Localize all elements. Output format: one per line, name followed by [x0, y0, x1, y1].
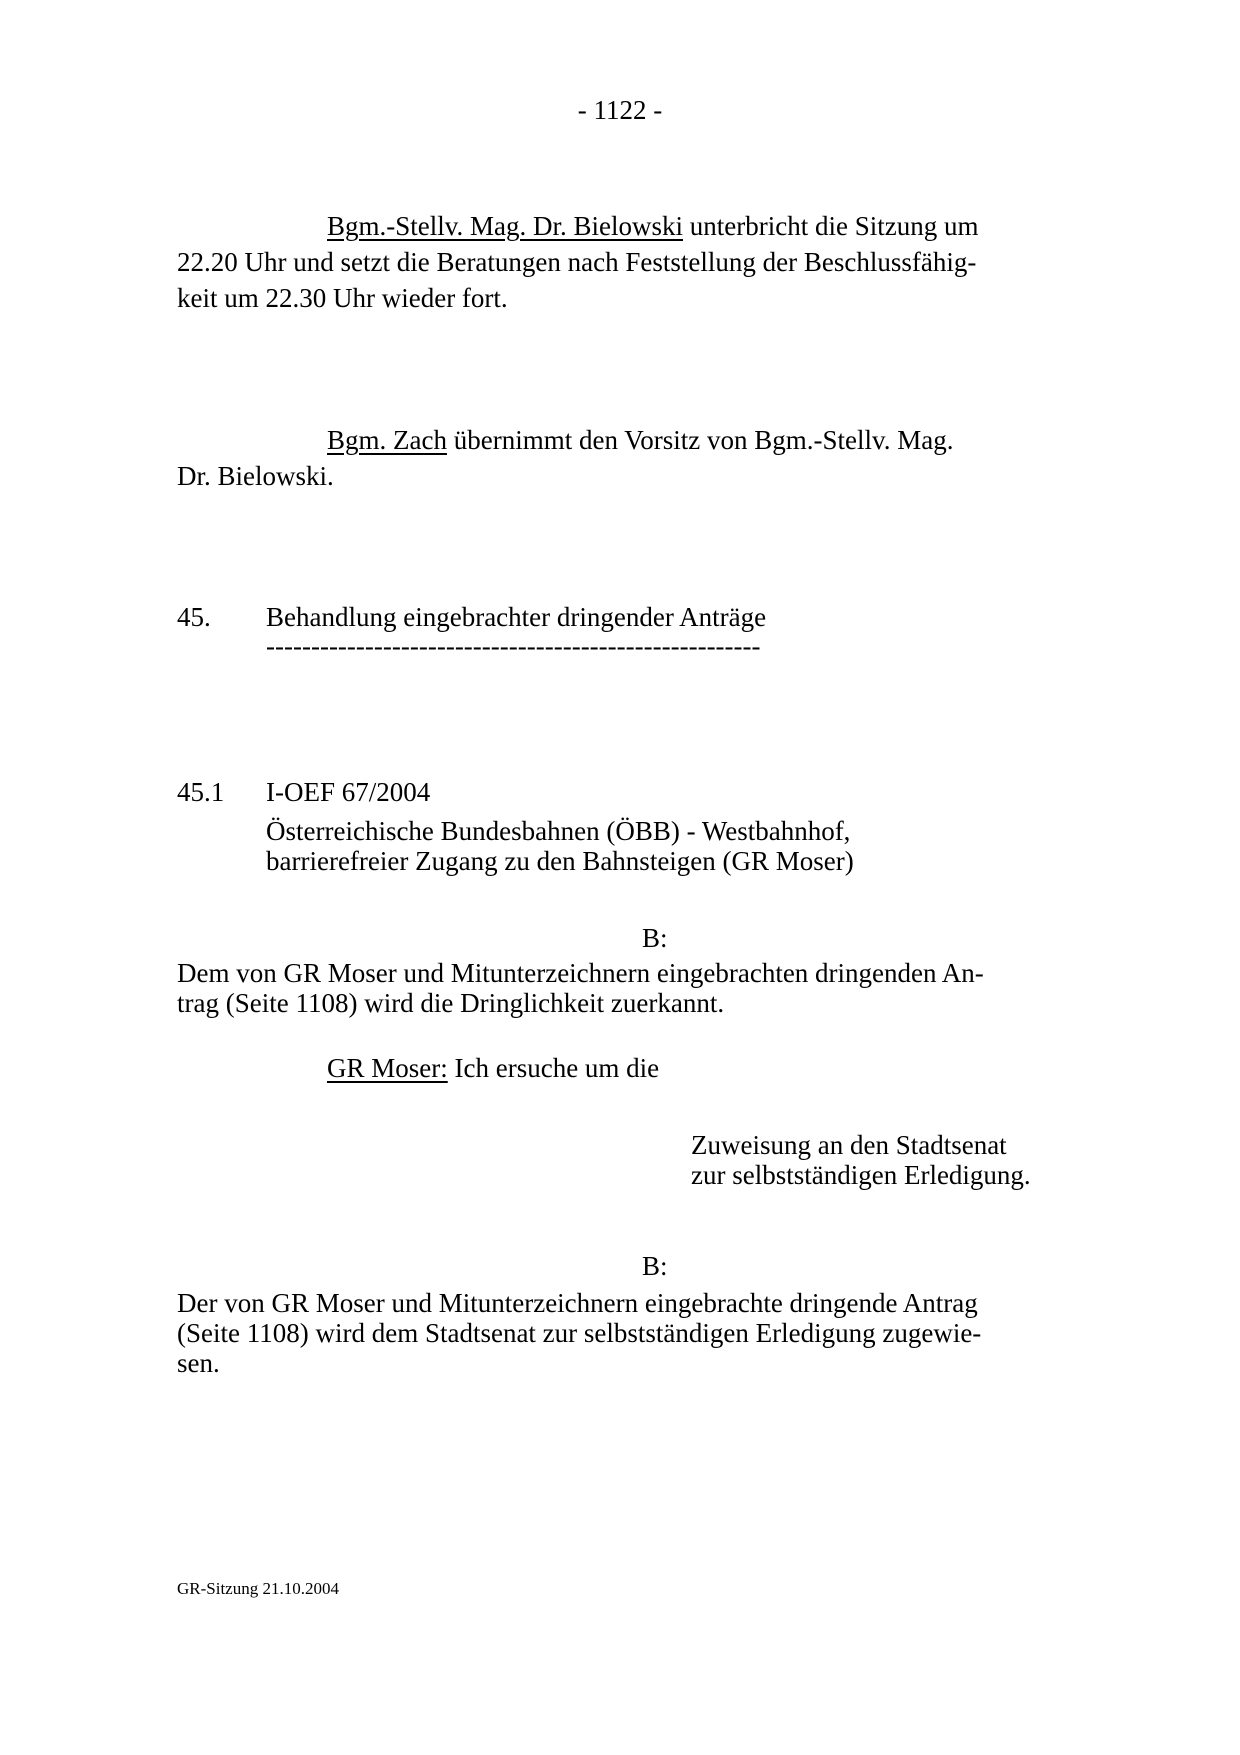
sub-item-number: 45.1 — [177, 777, 225, 807]
speaker-name: Bgm.-Stellv. Mag. Dr. Bielowski — [327, 211, 683, 241]
decision-1-line-1: Dem von GR Moser und Mitunterzeichnern eingebrachten dringenden An- — [177, 958, 984, 988]
decision-label: B: — [642, 923, 668, 953]
motion-line-2: zur selbstständigen Erledigung. — [691, 1160, 1031, 1190]
sub-item-subject-line-2: barrierefreier Zugang zu den Bahnsteigen (GR Moser) — [266, 846, 854, 876]
agenda-title-underline: ------------------------------------------------------- — [266, 631, 761, 661]
chair-change-line-1 — [327, 422, 1064, 458]
interruption-line-2: 22.20 Uhr und setzt die Beratungen nach Feststellung der Beschlussfähig- — [177, 247, 977, 277]
chair-change-text: übernimmt den Vorsitz von Bgm.-Stellv. Mag. — [453, 425, 954, 455]
decision-label: B: — [642, 1251, 668, 1281]
interruption-text: unterbricht die Sitzung um — [689, 211, 979, 241]
agenda-title: Behandlung eingebrachter dringender Anträge — [266, 602, 767, 632]
agenda-number: 45. — [177, 602, 211, 632]
interruption-line-3: keit um 22.30 Uhr wieder fort. — [177, 283, 508, 313]
motion-line-1: Zuweisung an den Stadtsenat — [691, 1130, 1007, 1160]
request-text: Ich ersuche um die — [454, 1053, 660, 1083]
decision-2-line-1: Der von GR Moser und Mitunterzeichnern eingebrachte dringende Antrag — [177, 1288, 978, 1318]
footer-session-date: GR-Sitzung 21.10.2004 — [177, 1579, 339, 1598]
decision-2-line-2: (Seite 1108) wird dem Stadtsenat zur selbstständigen Erledigung zugewie- — [177, 1318, 982, 1348]
speaker-name: Bgm. Zach — [327, 425, 447, 455]
interruption-line-1 — [177, 208, 1064, 244]
page-number: - 1122 - — [577, 95, 663, 125]
sub-item-reference: I-OEF 67/2004 — [266, 777, 431, 807]
decision-2-line-3: sen. — [177, 1348, 220, 1378]
chair-change-line-2: Dr. Bielowski. — [177, 461, 334, 491]
speaker-name: GR Moser: — [327, 1053, 448, 1083]
sub-item-subject-line-1: Österreichische Bundesbahnen (ÖBB) - Westbahnhof, — [266, 816, 851, 846]
request-line — [327, 1050, 659, 1086]
decision-1-line-2: trag (Seite 1108) wird die Dringlichkeit zuerkannt. — [177, 988, 725, 1018]
